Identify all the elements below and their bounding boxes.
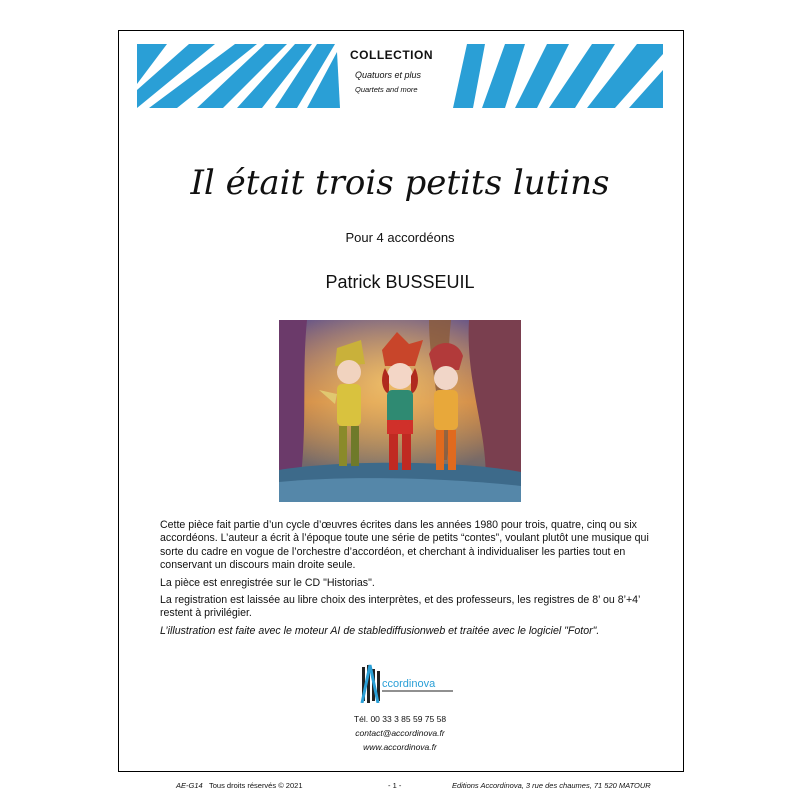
catalog-reference: AE-G14	[176, 781, 203, 790]
publisher-address: Editions Accordinova, 3 rue des chaumes, 71 520 MATOUR	[452, 781, 651, 790]
registration-note: La registration est laissée au libre choix des interprètes, et des professeurs, les registres de 8’ ou 8’+4’ restent à privilégier.	[160, 594, 641, 620]
composer-name: Patrick BUSSEUIL	[325, 272, 475, 292]
piece-title: Il était trois petits lutins	[190, 163, 610, 203]
copyright-notice: Tous droits réservés © 2021	[209, 781, 303, 790]
collection-name-fr: Quatuors et plus	[355, 70, 422, 80]
publisher-phone: Tél. 00 33 3 85 59 75 58	[353, 714, 447, 724]
three-elves-illustration	[279, 320, 521, 502]
accordinova-logo	[360, 663, 455, 703]
description-paragraph: Cette pièce fait partie d’un cycle d’œuvres écrites dans les années 1980 pour trois, quatre, cinq ou six accordéons. L’auteur a écrit à l’époque toute une série de petits “contes”, voulant plutôt une musique qui sorte du cadre en vogue de l’orchestre d’accordéon, et cherchant à individualiser les parties tout en conservant un discours main droite seule.	[160, 519, 649, 572]
recording-note: La pièce est enregistrée sur le CD "Historias".	[160, 576, 375, 589]
illustration-credit: L’illustration est faite avec le moteur AI de stablediffusionweb et traitée avec le logiciel "Fotor".	[160, 624, 600, 637]
instrumentation: Pour 4 accordéons	[345, 230, 455, 245]
page-number: - 1 -	[388, 781, 402, 790]
collection-name-en: Quartets and more	[355, 85, 418, 94]
publisher-website[interactable]: www.accordinova.fr	[363, 742, 437, 752]
svg-text:ccordinova: ccordinova	[382, 678, 436, 690]
publisher-email[interactable]: contact@accordinova.fr	[355, 728, 445, 738]
collection-label: COLLECTION	[350, 48, 433, 62]
description-block	[160, 519, 650, 642]
